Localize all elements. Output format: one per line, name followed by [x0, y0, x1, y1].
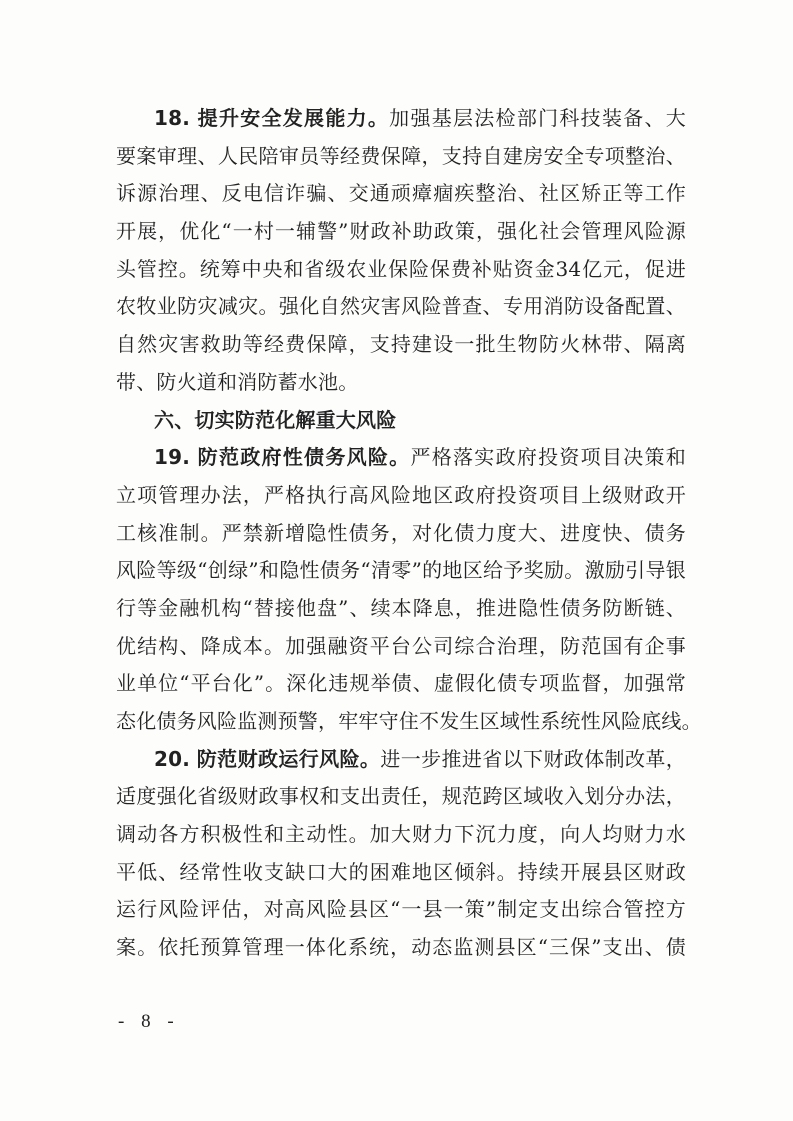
paragraph-19-line-7: 业单位“平台化”。深化违规举债、虚假化债专项监督，加强常: [116, 671, 686, 696]
paragraph-19-line-5: 行等金融机构“替接他盘”、续本降息，推进隐性债务防断链、: [116, 595, 686, 620]
paragraph-19-text: 严格落实政府投资项目决策和: [410, 445, 686, 470]
paragraph-20-line-1: [116, 741, 686, 779]
paragraph-19-number: 19.: [154, 445, 191, 470]
paragraph-19-line-8: 态化债务风险监测预警，牢牢守住不发生区域性系统性风险底线。: [116, 709, 702, 733]
body-text: [116, 100, 702, 967]
page-number: - 8 -: [118, 1011, 180, 1032]
paragraph-18-line-4: 开展，优化“一村一辅警”财政补助政策，强化社会管理风险源: [116, 219, 686, 244]
paragraph-18-text: 加强基层法检部门科技装备、大: [389, 106, 686, 130]
paragraph-18-line-2: 要案审理、人民陪审员等经费保障，支持自建房安全专项整治、: [116, 143, 686, 168]
paragraph-18-title: 提升安全发展能力。: [197, 106, 390, 130]
paragraph-19-line-4: 风险等级“创绿”和隐性债务“清零”的地区给予奖励。激励引导银: [116, 558, 686, 583]
paragraph-19-title: 防范政府性债务风险。: [197, 445, 411, 470]
paragraph-19-line-6: 优结构、降成本。加强融资平台公司综合治理，防范国有企事: [116, 633, 686, 658]
paragraph-19-line-1: [116, 439, 686, 477]
paragraph-20-line-5: 运行风险评估，对高风险县区“一县一策”制定支出综合管控方: [116, 897, 686, 922]
paragraph-20-line-6: 案。依托预算管理一体化系统，动态监测县区“三保”支出、债: [116, 935, 686, 960]
paragraph-20-line-4: 平低、经常性收支缺口大的困难地区倾斜。持续开展县区财政: [116, 859, 686, 884]
paragraph-18-line-5: 头管控。统筹中央和省级农业保险保费补贴资金34亿元，促进: [116, 256, 686, 281]
paragraph-19-line-3: 工核准制。严禁新增隐性债务，对化债力度大、进度快、债务: [116, 520, 686, 545]
section-6-heading: 六、切实防范化解重大风险: [154, 407, 397, 432]
paragraph-18-number: 18.: [154, 106, 191, 130]
paragraph-19-line-2: 立项管理办法，严格执行高风险地区政府投资项目上级财政开: [116, 482, 686, 507]
paragraph-18-line-7: 自然灾害救助等经费保障，支持建设一批生物防火林带、隔离: [116, 332, 686, 357]
paragraph-20-number: 20.: [154, 746, 191, 771]
paragraph-20-title: 防范财政运行风险。: [196, 746, 381, 771]
paragraph-18-line-1: [116, 100, 686, 138]
paragraph-20-line-2: 适度强化省级财政事权和支出责任，规范跨区域收入划分办法，: [116, 784, 686, 809]
paragraph-18-line-6: 农牧业防灾减灾。强化自然灾害风险普查、专用消防设备配置、: [116, 294, 686, 319]
paragraph-18-line-3: 诉源治理、反电信诈骗、交通顽瘴痼疾整治、社区矫正等工作: [116, 181, 686, 206]
paragraph-20-text: 进一步推进省以下财政体制改革，: [380, 746, 686, 771]
paragraph-18-line-8: 带、防火道和消防蓄水池。: [116, 369, 359, 394]
paragraph-20-line-3: 调动各方积极性和主动性。加大财力下沉力度，向人均财力水: [116, 822, 686, 847]
